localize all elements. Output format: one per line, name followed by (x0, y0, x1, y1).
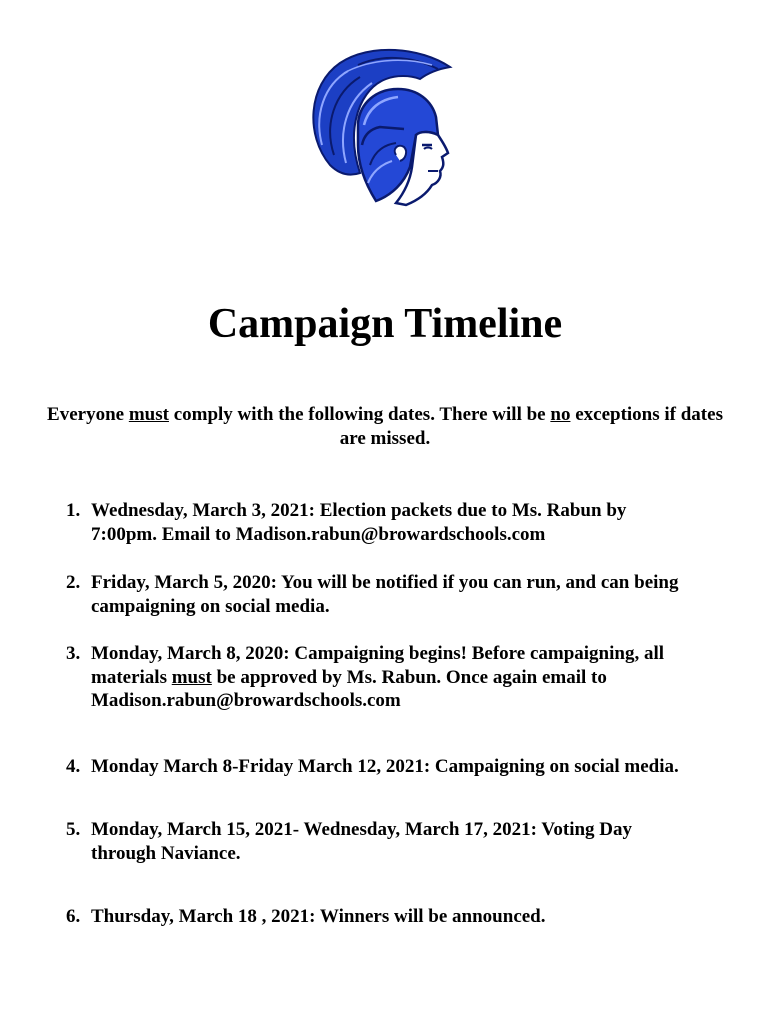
list-item-line: Friday, March 5, 2020: You will be notified if you can run, and can being (91, 572, 679, 593)
intro-text-3: exceptions if dates are missed. (339, 404, 723, 449)
list-item-text (91, 818, 736, 865)
list-item-line: Monday, March 8, 2020: Campaigning begins! Before campaigning, all (91, 643, 665, 664)
list-item-text (91, 642, 736, 713)
list-item-line-pre: materials (91, 666, 172, 688)
list-item (66, 755, 736, 779)
list-item-line: Madison.rabun@browardschools.com (91, 690, 401, 711)
list-item-number: 4. (66, 756, 81, 777)
list-item-text (91, 905, 736, 929)
list-item-line-post: be approved by Ms. Rabun. Once again email to (211, 666, 607, 688)
page-title: Campaign Timeline (207, 301, 563, 347)
list-item-number: 6. (66, 906, 81, 927)
list-item-line: Monday March 8-Friday March 12, 2021: Campaigning on social media. (91, 756, 679, 777)
list-item-text (91, 571, 736, 618)
list-item (66, 905, 736, 929)
list-item-line: Wednesday, March 3, 2021: Election packets due to Ms. Rabun by (91, 500, 627, 521)
list-item-emphasis-must: must (171, 666, 212, 688)
intro-emphasis-must: must (128, 404, 169, 425)
list-item-text (91, 755, 736, 779)
list-item-line: 7:00pm. Email to Madison.rabun@browardschools.com (91, 523, 546, 545)
list-item-line: through Naviance. (91, 842, 241, 864)
list-item-text (91, 499, 736, 546)
list-item (66, 642, 736, 713)
list-item (66, 571, 736, 618)
intro-paragraph (40, 403, 730, 451)
list-item-number: 3. (66, 643, 81, 664)
list-item (66, 818, 736, 865)
list-item-line: Monday, March 15, 2021- Wednesday, March 17, 2021: Voting Day (91, 819, 633, 840)
spartan-helmet-icon (300, 45, 465, 213)
list-item-number: 5. (66, 819, 81, 840)
list-item-number: 1. (66, 500, 81, 521)
intro-emphasis-no: no (550, 404, 571, 425)
list-item-number: 2. (66, 572, 81, 593)
list-item-line: Thursday, March 18 , 2021: Winners will be announced. (91, 906, 546, 927)
intro-text-1: Everyone (47, 404, 129, 425)
intro-text-2: comply with the following dates. There will be (168, 404, 551, 425)
list-item (66, 499, 736, 546)
list-item-line: campaigning on social media. (91, 595, 330, 617)
